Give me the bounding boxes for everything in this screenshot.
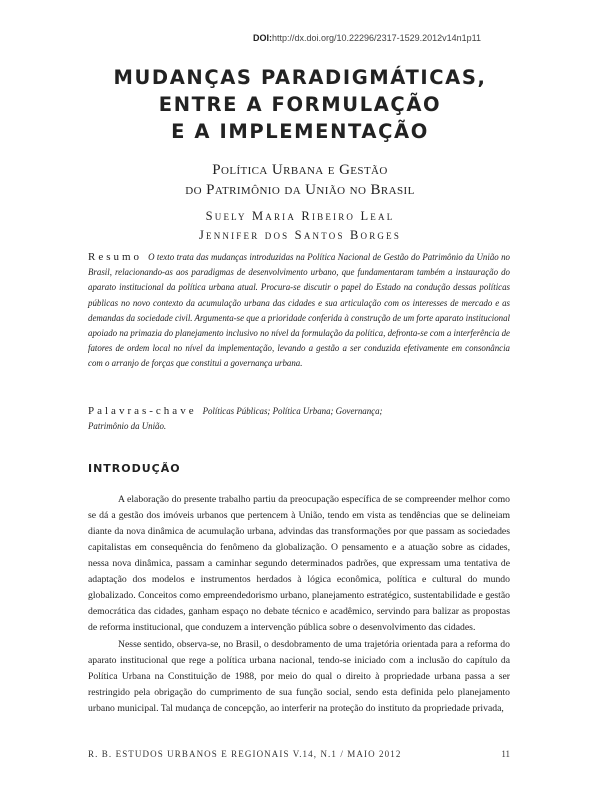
abstract [88, 250, 510, 372]
author-list [0, 207, 600, 245]
section-heading: INTRODUÇÃO [88, 462, 181, 475]
subtitle-line: Política Urbana e Gestão [212, 162, 388, 178]
abstract-text: O texto trata das mudanças introduzidas na Política Nacional de Gestão do Patrimônio da União no Brasil, relacionando-as aos paradigmas de desenvolvimento urbano, que fundamentaram também a instauração do aparato institucional da política urbana atual. Procura-se discutir o papel do Estado na condução dessas políticas públicas no novo contexto da acumulação urbana das cidades e sua articulação com os interesses de mercado e as demandas da sociedade civil. Argumenta-se que a prioridade conferida à construção de um forte aparato institucional apoiado na primazia do planejamento inclusivo no nível da formulação da política, defronta-se com a interferência de fatores de ordem local no nível da implementação, levando a gestão a ser conduzida efetivamente em consonância com o arranjo de forças que constitui a governança urbana. [88, 252, 510, 369]
page-number: 11 [501, 749, 510, 759]
author-name: Jennifer dos Santos Borges [198, 228, 402, 242]
abstract-label: Resumo [88, 251, 143, 263]
keywords-label: Palavras-chave [88, 405, 197, 417]
subtitle-line: do Patrimônio da União no Brasil [185, 182, 415, 198]
title-line: ENTRE A FORMULAÇÃO [158, 93, 442, 116]
author-name: Suely Maria Ribeiro Leal [205, 209, 395, 223]
paragraph: Nesse sentido, observa-se, no Brasil, o desdobramento de uma trajetória orientada para a reforma do aparato institucional que rege a política urbana nacional, tendo-se iniciado com a inclusão do capítulo da Política Urbana na Constituição de 1988, por meio do qual o direito à propriedade urbana passa a ser restringido pela obrigação do cumprimento de sua função social, sendo esta definida pelo planejamento urbano municipal. Tal mudança de concepção, ao interferir na proteção do instituto da propriedade privada, [88, 639, 510, 714]
keywords-text: Políticas Públicas; Política Urbana; Governança; Patrimônio da União. [88, 406, 383, 432]
doi-line [253, 33, 481, 43]
doi-link[interactable]: http://dx.doi.org/10.22296/2317-1529.2012v14n1p11 [271, 33, 481, 43]
journal-citation: R. B. ESTUDOS URBANOS E REGIONAIS V.14, N.1 / MAIO 2012 [88, 749, 402, 759]
article-title [0, 64, 600, 145]
body-text [88, 492, 510, 717]
paragraph: A elaboração do presente trabalho partiu da preocupação específica de se compreender melhor como se dá a gestão dos imóveis urbanos que pertencem à União, tendo em vista as tendências que se delineiam diante da nova dinâmica de acumulação urbana, advindas das transformações por que passam as sociedades capitalistas em consequência do fenômeno da globalização. O pensamento e a atuação sobre as cidades, nessa nova dinâmica, passam a caminhar segundo determinados padrões, que expressam uma tentativa de adaptação dos modelos e instrumentos herdados à lógica econômica, política e cultural do mundo globalizado. Conceitos como empreendedorismo urbano, planejamento estratégico, sustentabilidade e gestão democrática das cidades, ganham espaço no debate técnico e acadêmico, servindo para balizar as propostas de reforma institucional, que conduzem a intervenção pública sobre o desenvolvimento das cidades. [88, 494, 510, 633]
title-line: MUDANÇAS PARADIGMÁTICAS, [113, 66, 487, 89]
page-footer [88, 749, 510, 759]
keywords [88, 404, 418, 434]
title-line: E A IMPLEMENTAÇÃO [171, 120, 429, 143]
doi-label: DOI: [252, 33, 272, 43]
article-subtitle [0, 160, 600, 200]
